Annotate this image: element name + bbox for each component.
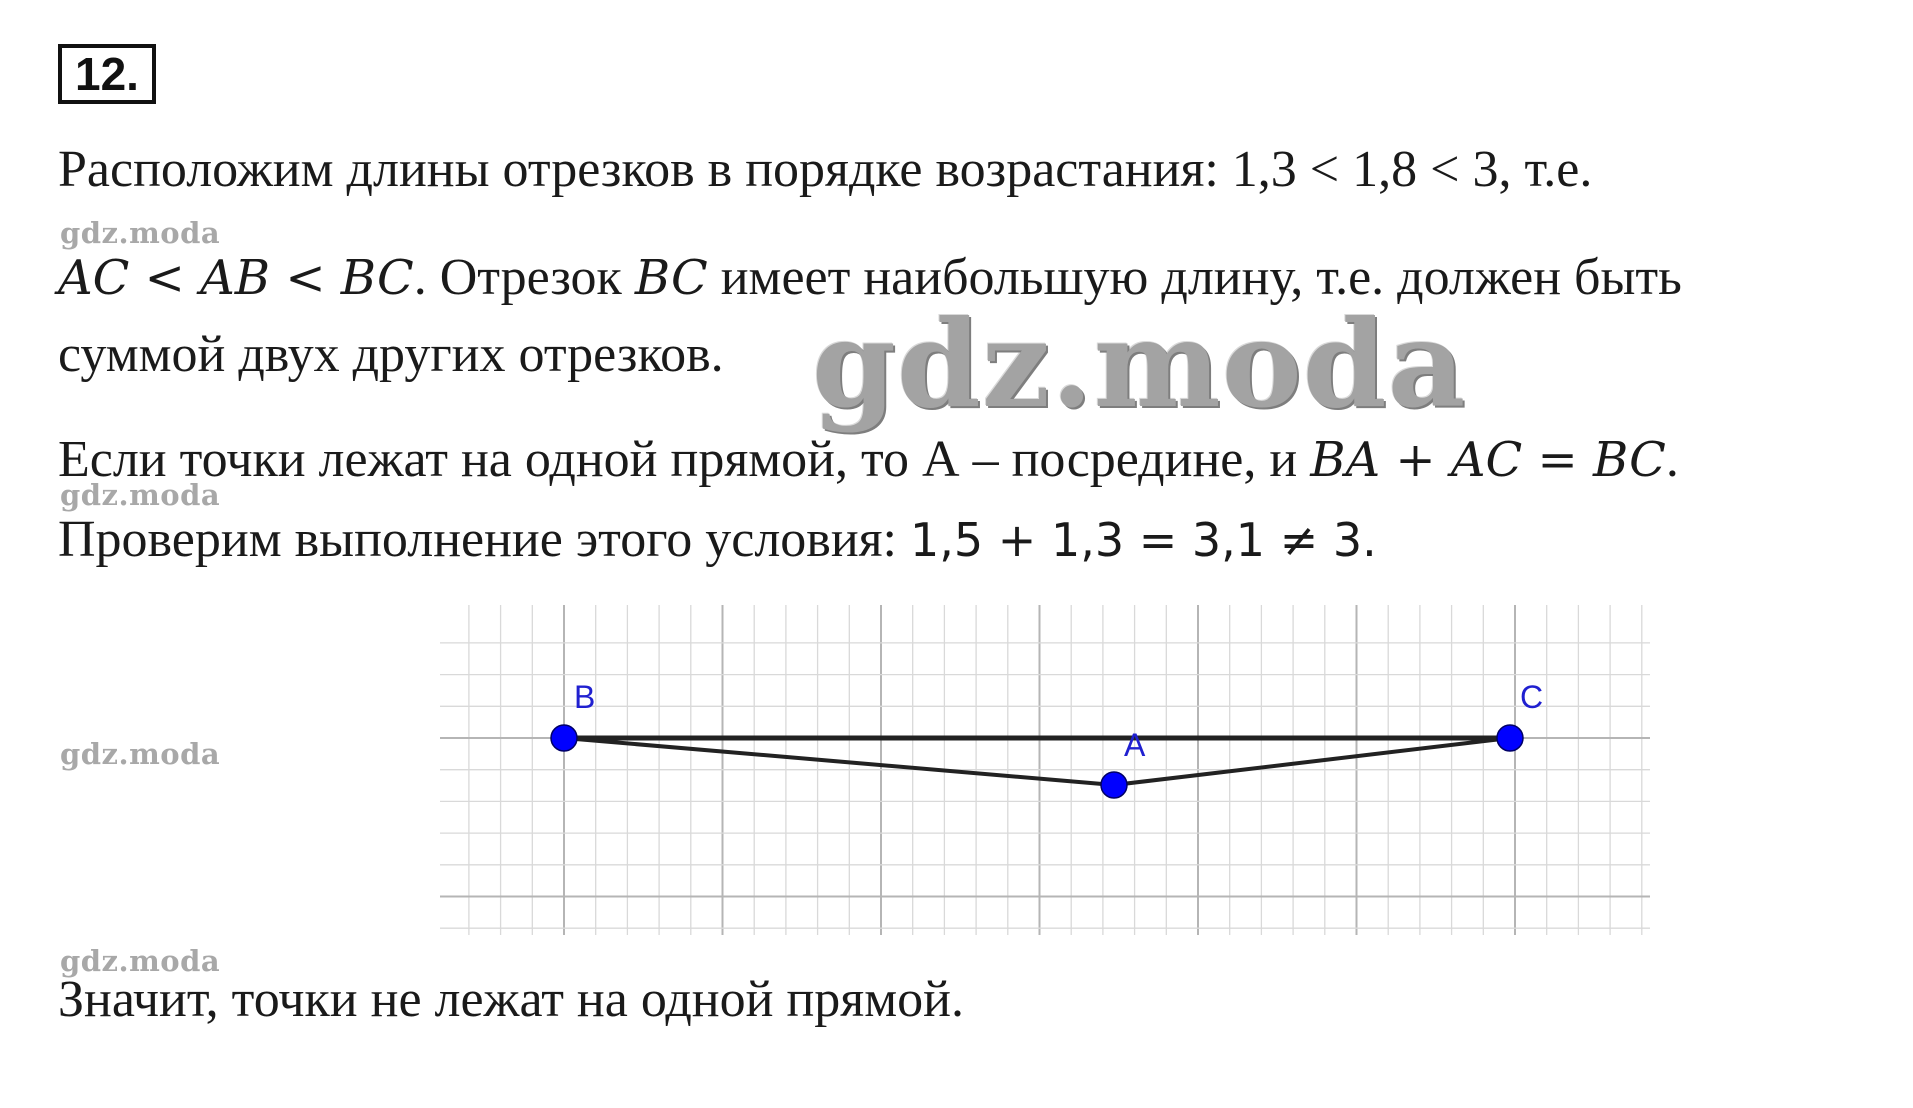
point-a: [1101, 772, 1127, 798]
text-line-2-a: . Отрезок: [413, 249, 635, 306]
label-c: C: [1520, 679, 1544, 715]
inequality-math: AC < AB < BC: [58, 250, 414, 306]
geometry-figure: [440, 605, 1650, 935]
watermark-small-3: gdz.moda: [60, 737, 221, 771]
problem-number: 12.: [58, 44, 156, 104]
point-c: [1497, 725, 1523, 751]
watermark-small-1: gdz.moda: [60, 216, 221, 250]
text-line-5: [58, 510, 1377, 570]
text-line-2-b: имеет наибольшую длину, т.е. должен быть: [707, 249, 1682, 306]
text-line-5-text: Проверим выполнение этого условия:: [58, 511, 911, 568]
text-line-1: Расположим длины отрезков в порядке возрастания: 1,3 < 1,8 < 3, т.е.: [58, 141, 1593, 198]
equation-math: BA + AC = BC: [1310, 432, 1666, 488]
text-line-4-text: Если точки лежат на одной прямой, то А – посредине, и: [58, 431, 1311, 488]
text-line-3: суммой двух других отрезков.: [58, 326, 724, 383]
label-b: B: [574, 679, 596, 715]
segment-ba: [564, 738, 1114, 785]
watermark-large: gdz.moda: [812, 294, 1467, 435]
label-a: A: [1124, 727, 1146, 763]
segment-ac: [1114, 738, 1510, 785]
check-math: 1,5 + 1,3 = 3,1 ≠ 3.: [910, 513, 1377, 567]
segment-bc-math: BC: [634, 250, 708, 306]
grid: [440, 605, 1650, 935]
watermark-small-4: gdz.moda: [60, 944, 221, 978]
watermark-small-2: gdz.moda: [60, 478, 221, 512]
text-line-4: [58, 430, 1679, 490]
point-b: [551, 725, 577, 751]
text-line-4-tail: .: [1665, 431, 1679, 488]
conclusion-text: Значит, точки не лежат на одной прямой.: [58, 971, 964, 1028]
